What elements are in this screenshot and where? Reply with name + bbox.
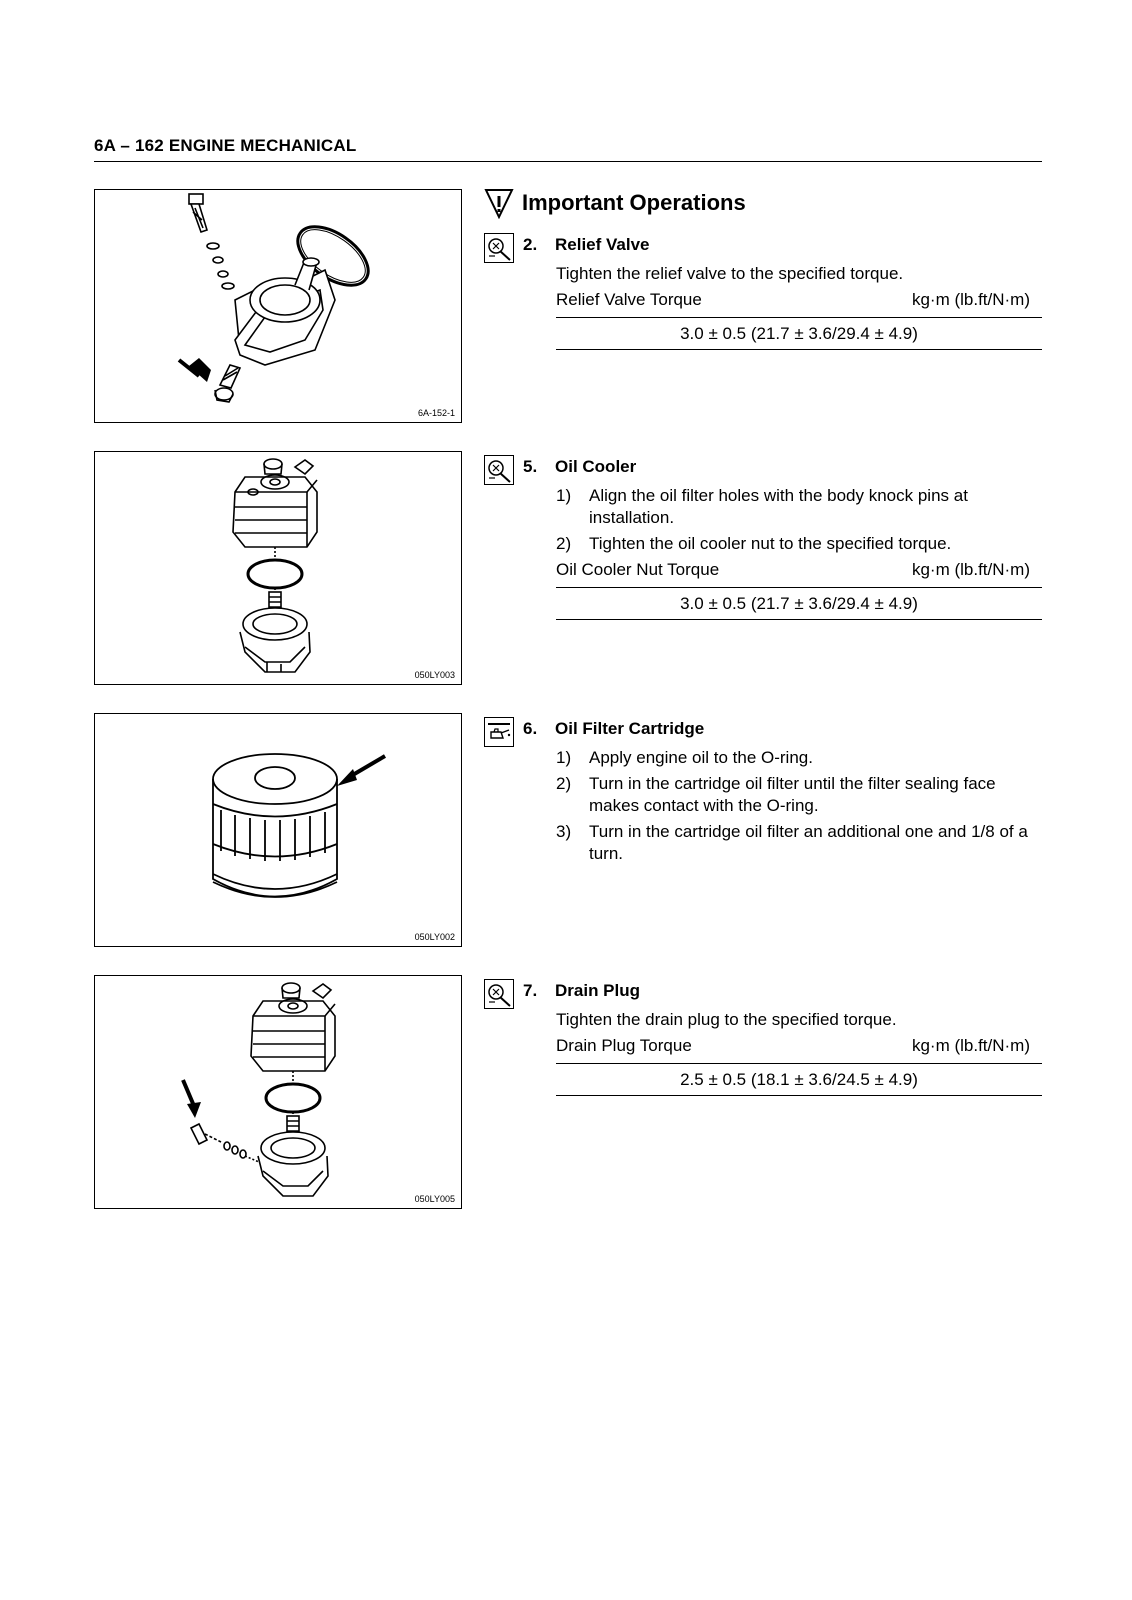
item-title: Relief Valve xyxy=(555,235,650,254)
item-title: Oil Filter Cartridge xyxy=(555,719,705,738)
step-number: 1) xyxy=(556,748,572,767)
header-rule xyxy=(94,161,1042,162)
step-item xyxy=(556,821,1042,865)
item-number: 6. xyxy=(523,719,538,738)
step-number: 2) xyxy=(556,534,572,553)
figure-code: 6A-152-1 xyxy=(417,408,455,418)
torque-row xyxy=(556,289,1042,311)
torque-unit: kg·m (lb.ft/N·m) xyxy=(911,290,1030,309)
step-number: 1) xyxy=(556,486,572,505)
torque-label: Relief Valve Torque xyxy=(556,290,702,309)
step-text: Apply engine oil to the O-ring. xyxy=(589,748,813,767)
drain-plug-illustration xyxy=(95,976,461,1208)
torque-label: Drain Plug Torque xyxy=(556,1036,692,1055)
figure-oil-cooler xyxy=(94,451,462,685)
item-number: 5. xyxy=(523,457,538,476)
oil-cooler-illustration xyxy=(95,452,461,684)
item-relief-valve xyxy=(484,233,1042,350)
torque-wrench-icon xyxy=(484,233,514,263)
figure-code: 050LY003 xyxy=(414,670,455,680)
step-item xyxy=(556,747,1042,769)
torque-unit: kg·m (lb.ft/N·m) xyxy=(911,560,1030,579)
caution-triangle-icon xyxy=(484,187,514,219)
torque-unit: kg·m (lb.ft/N·m) xyxy=(911,1036,1030,1055)
torque-value: 3.0 ± 0.5 (21.7 ± 3.6/29.4 ± 4.9) xyxy=(556,317,1042,350)
torque-wrench-icon xyxy=(484,455,514,485)
item-title: Drain Plug xyxy=(555,981,641,1000)
oil-can-icon xyxy=(484,717,514,747)
page-header: 6A – 162 ENGINE MECHANICAL xyxy=(94,136,357,155)
step-text: Turn in the cartridge oil filter until the filter sealing face makes contact with the O-ring. xyxy=(589,774,996,815)
step-text: Tighten the oil cooler nut to the specified torque. xyxy=(589,534,952,553)
item-oil-filter-cartridge xyxy=(484,717,1042,865)
torque-value: 2.5 ± 0.5 (18.1 ± 3.6/24.5 ± 4.9) xyxy=(556,1063,1042,1096)
item-title: Oil Cooler xyxy=(555,457,637,476)
instruction-text: Tighten the relief valve to the specified torque. xyxy=(556,264,904,283)
item-drain-plug xyxy=(484,979,1042,1096)
item-oil-cooler xyxy=(484,455,1042,620)
step-item xyxy=(556,773,1042,817)
torque-row xyxy=(556,1035,1042,1057)
figure-relief-valve xyxy=(94,189,462,423)
step-number: 3) xyxy=(556,822,572,841)
step-text: Align the oil filter holes with the body knock pins at installation. xyxy=(589,486,968,527)
figure-code: 050LY002 xyxy=(414,932,455,942)
step-item xyxy=(556,533,1042,555)
step-number: 2) xyxy=(556,774,572,793)
figure-oil-filter xyxy=(94,713,462,947)
torque-label: Oil Cooler Nut Torque xyxy=(556,560,720,579)
torque-row xyxy=(556,559,1042,581)
torque-value: 3.0 ± 0.5 (21.7 ± 3.6/29.4 ± 4.9) xyxy=(556,587,1042,620)
step-item xyxy=(556,485,1042,529)
item-number: 7. xyxy=(523,981,538,1000)
torque-wrench-icon xyxy=(484,979,514,1009)
step-text: Turn in the cartridge oil filter an additional one and 1/8 of a turn. xyxy=(589,822,1028,863)
figure-drain-plug xyxy=(94,975,462,1209)
relief-valve-illustration xyxy=(95,190,461,422)
oil-filter-illustration xyxy=(95,714,461,946)
instruction-text: Tighten the drain plug to the specified torque. xyxy=(556,1010,897,1029)
item-number: 2. xyxy=(523,235,538,254)
ops-title: Important Operations xyxy=(522,190,746,215)
figure-code: 050LY005 xyxy=(414,1194,455,1204)
ops-heading xyxy=(484,187,1042,219)
